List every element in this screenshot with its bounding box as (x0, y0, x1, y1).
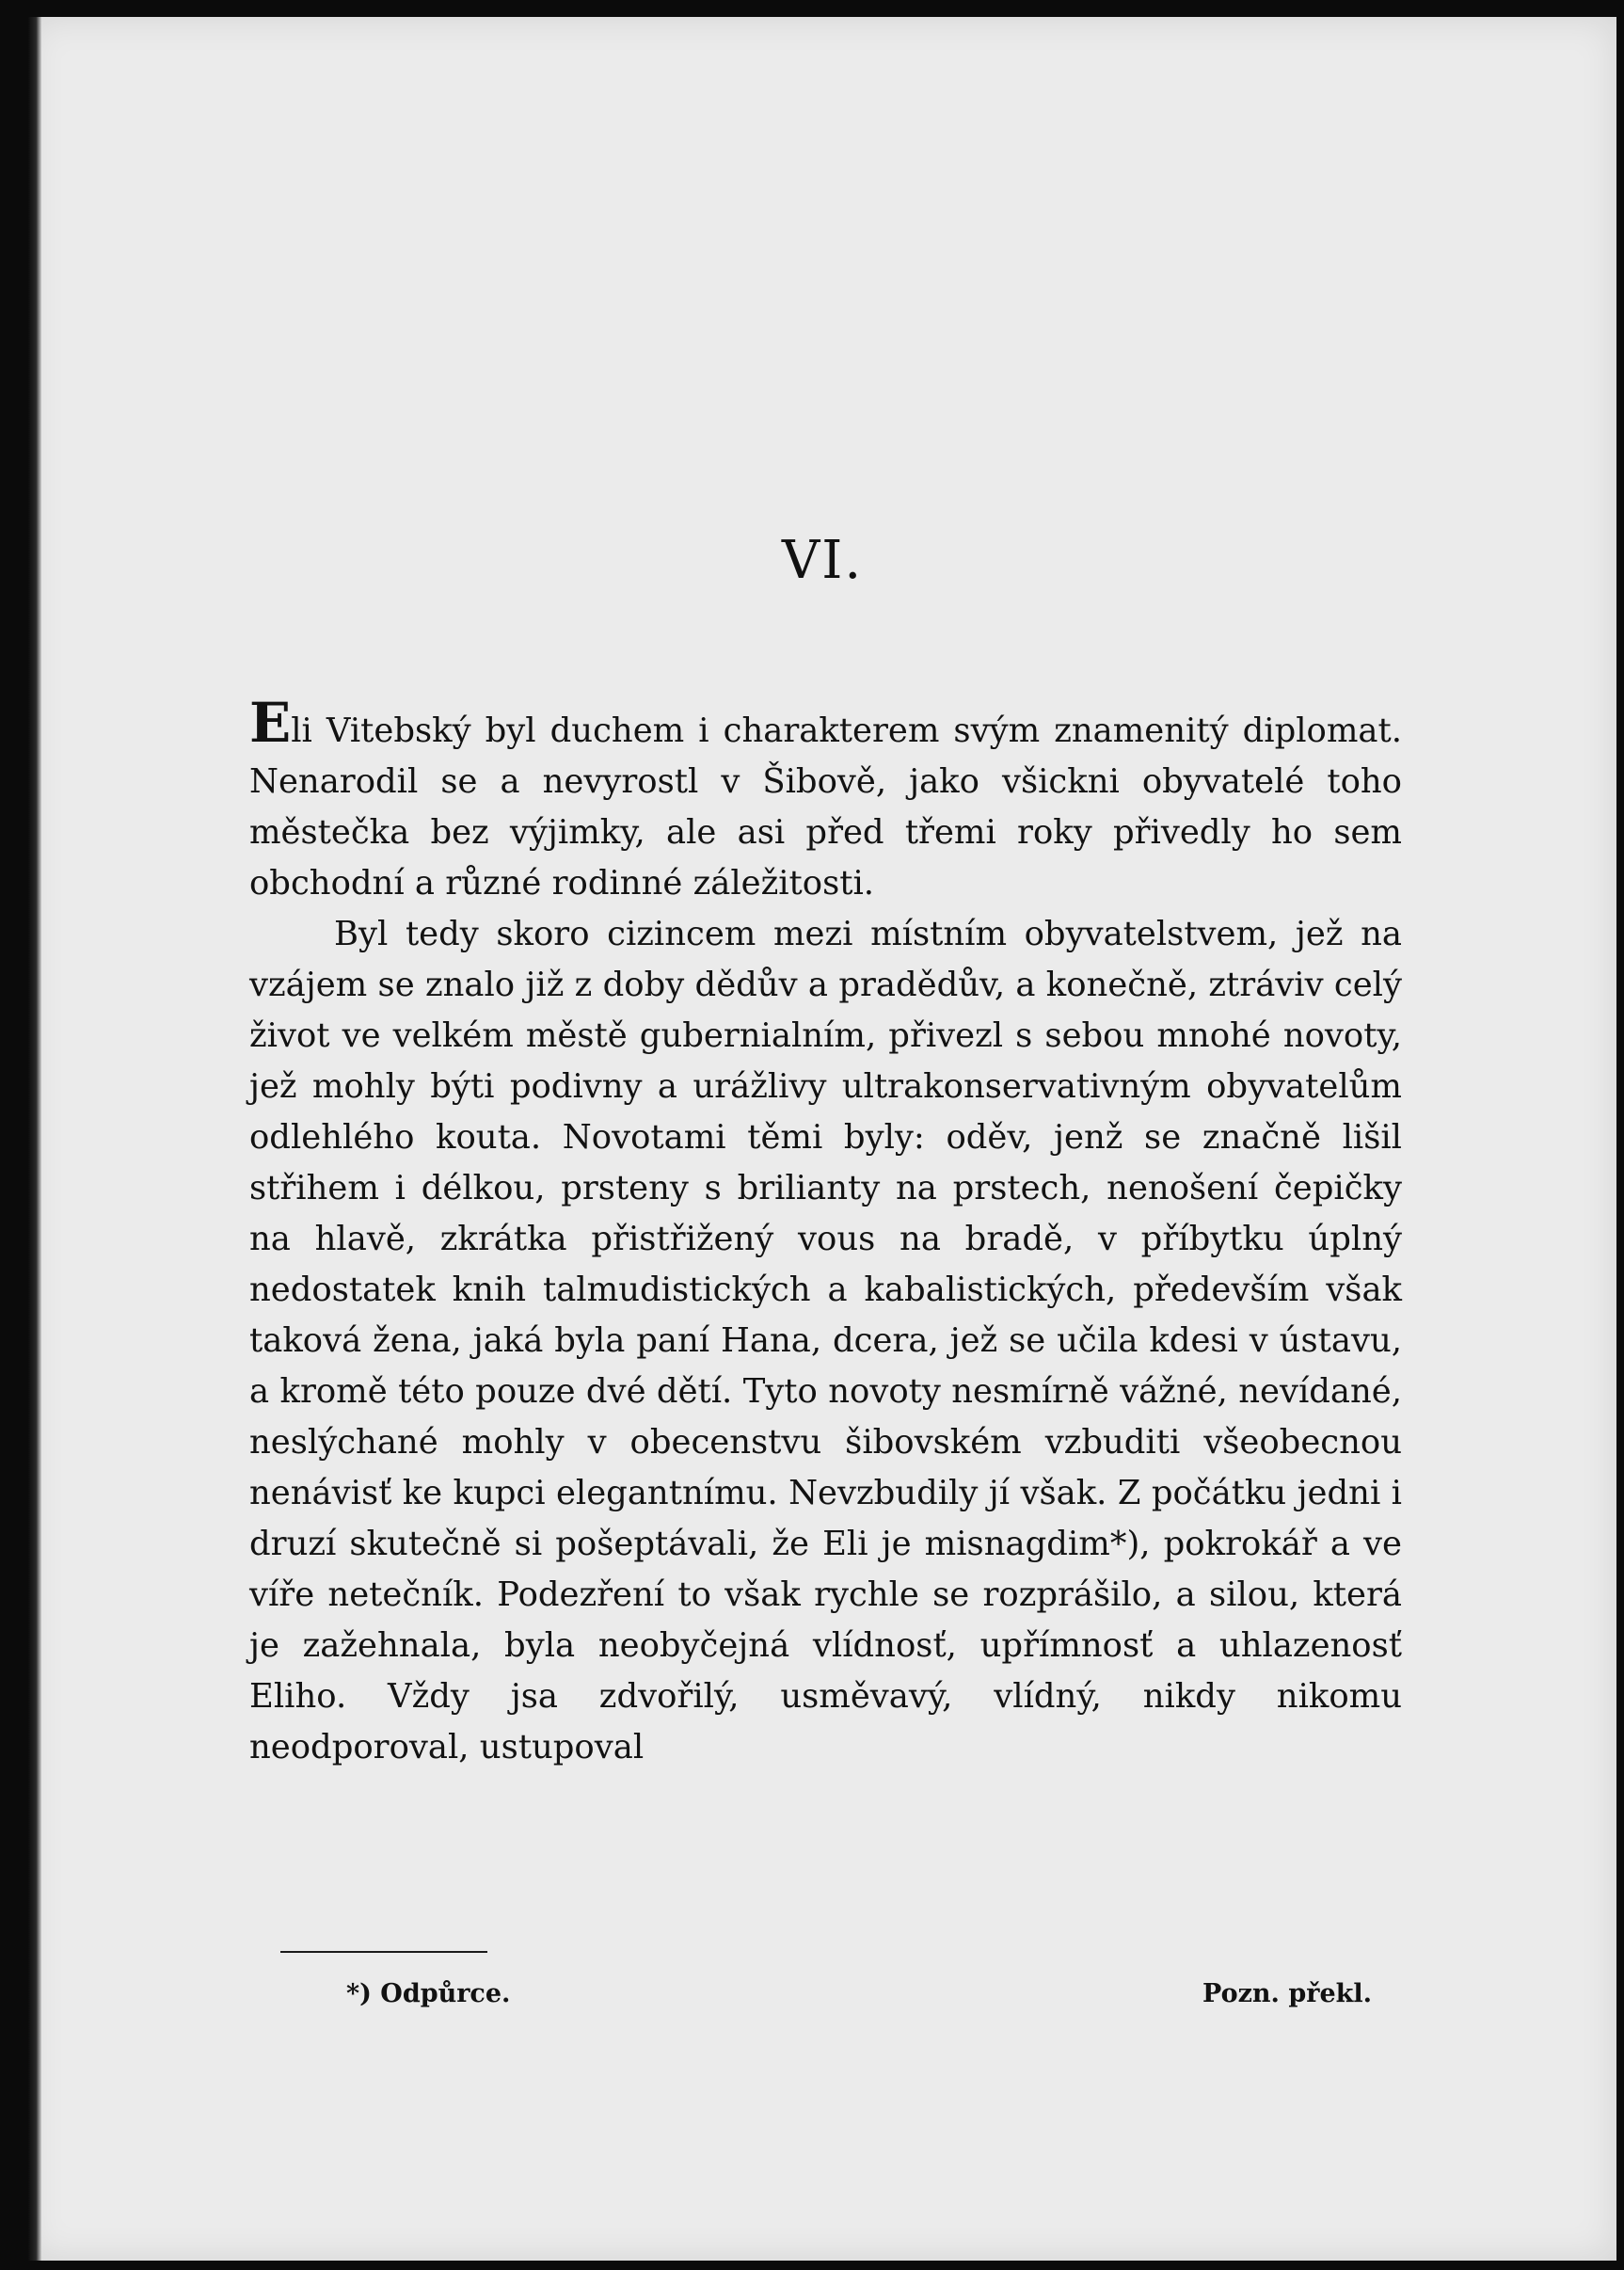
footnote (346, 1979, 1372, 2008)
book-page (28, 17, 1616, 2261)
book-spine-edge (28, 17, 41, 2261)
body-text (249, 691, 1402, 1773)
footnote-attribution: Pozn. překl. (1202, 1979, 1372, 2008)
footnote-text: *) Odpůrce. (346, 1979, 511, 2008)
paragraph-1-text: li Vitebský byl duchem i charakterem svým znamenitý diplomat. Nenarodil se a nevyrostl v Šibově, jako všickni obyvatelé toho městečka bez výjimky, ale asi před třemi roky přivedly ho sem obchodní a různé rodinné záležitosti. (249, 711, 1402, 903)
chapter-heading: VI. (781, 530, 864, 591)
footnote-divider (280, 1951, 487, 1953)
paragraph-1 (249, 691, 1402, 909)
paragraph-2: Byl tedy skoro cizincem mezi místním obyvatelstvem, jež na vzájem se znalo již z doby dědův a pradědův, a konečně, ztráviv celý život ve velkém městě gubernialním, přivezl s sebou mnohé novoty, jež mohly býti podivny a urážlivy ultrakonservativným obyvatelům odlehlého kouta. Novotami těmi byly: oděv, jenž se značně lišil střihem i délkou, prsteny s brilianty na prstech, nenošení čepičky na hlavě, zkrátka přistřižený vous na bradě, v příbytku úplný nedostatek knih talmudistických a kabalistických, především však taková žena, jaká byla paní Hana, dcera, jež se učila kdesi v ústavu, a kromě této pouze dvé dětí. Tyto novoty nesmírně vážné, nevídané, neslýchané mohly v obecenstvu šibovském vzbuditi všeobecnou nenávisť ke kupci elegantnímu. Nevzbudily jí však. Z počátku jedni i druzí skutečně si pošeptávali, že Eli je misnagdim*), pokrokář a ve víře netečník. Podezření to však rychle se rozprášilo, a silou, která je zažehnala, byla neobyčejná vlídnosť, upřímnosť a uhlazenosť Eliho. Vždy jsa zdvořilý, usměvavý, vlídný, nikdy nikomu neodporoval, ustupoval (249, 915, 1402, 1766)
drop-cap: E (249, 691, 292, 755)
